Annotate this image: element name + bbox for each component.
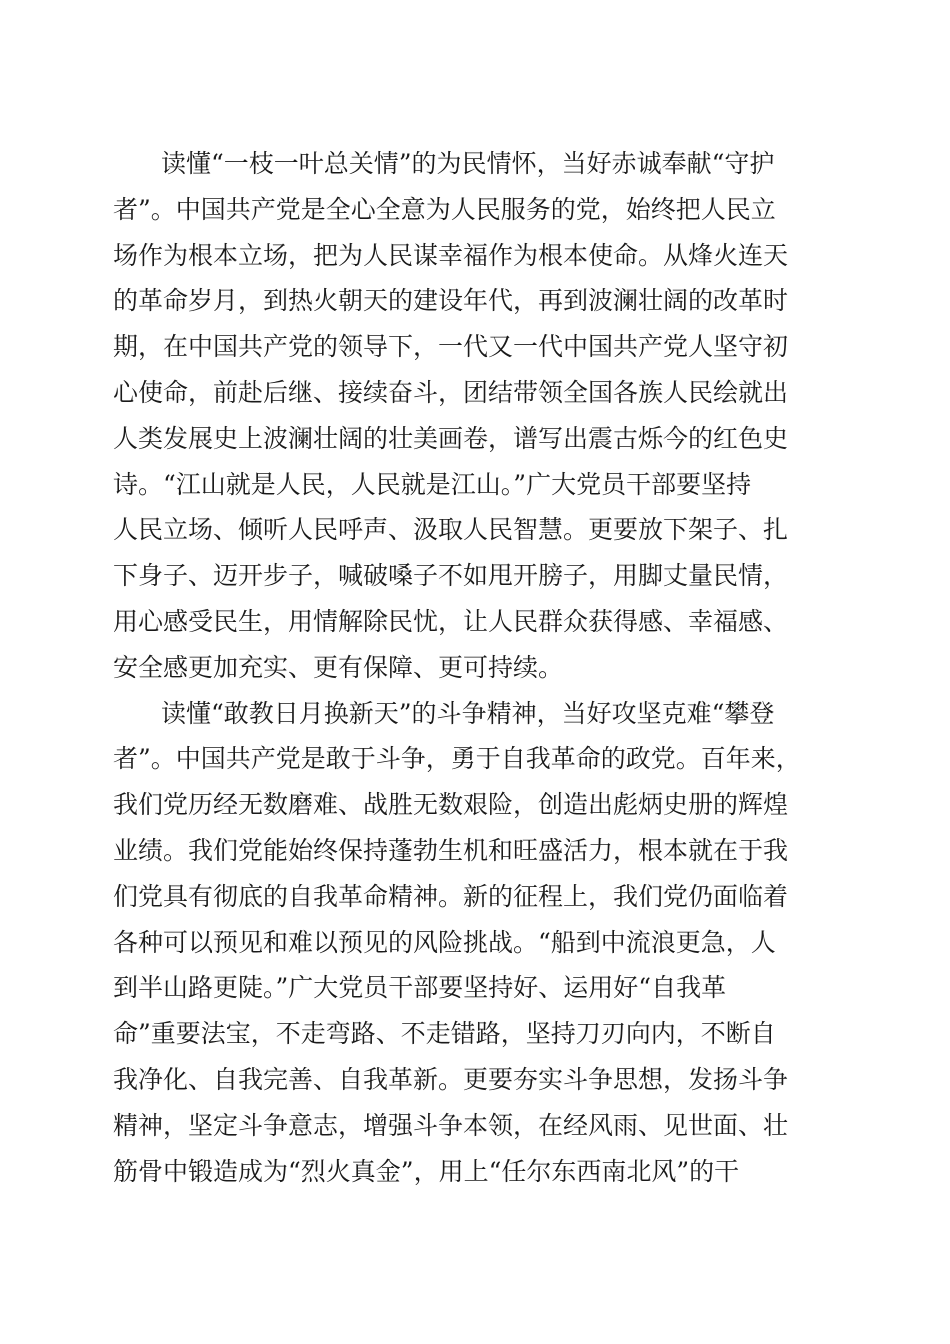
paragraph-line: 诗。“江山就是人民，人民就是江山。”广大党员干部要坚持	[113, 469, 752, 499]
paragraph-line: 者”。中国共产党是敢于斗争，勇于自我革命的政党。百年来，	[113, 744, 801, 774]
paragraph-line: 业绩。我们党能始终保持蓬勃生机和旺盛活力，根本就在于我	[113, 835, 789, 865]
paragraph-2	[113, 691, 838, 1195]
paragraph-line: 人民立场、倾听人民呼声、汲取人民智慧。更要放下架子、扎	[113, 515, 789, 545]
paragraph-line: 安全感更加充实、更有保障、更可持续。	[113, 652, 564, 682]
paragraph-line: 人类发展史上波澜壮阔的壮美画卷，谱写出震古烁今的红色史	[113, 423, 789, 453]
paragraph-line: 用心感受民生，用情解除民忧，让人民群众获得感、幸福感、	[113, 606, 789, 636]
paragraph-line: 我们党历经无数磨难、战胜无数艰险，创造出彪炳史册的辉煌	[113, 790, 789, 820]
paragraph-line: 命”重要法宝，不走弯路、不走错路，坚持刀刃向内，不断自	[113, 1019, 776, 1049]
paragraph-line: 期，在中国共产党的领导下，一代又一代中国共产党人坚守初	[113, 332, 789, 362]
document-body	[113, 141, 838, 1194]
paragraph-line: 精神，坚定斗争意志，增强斗争本领，在经风雨、见世面、壮	[113, 1110, 789, 1140]
paragraph-line: 读懂“敢教日月换新天”的斗争精神，当好攻坚克难“攀登	[161, 698, 775, 728]
paragraph-line: 的革命岁月，到热火朝天的建设年代，再到波澜壮阔的改革时	[113, 286, 789, 316]
paragraph-line: 下身子、迈开步子，喊破嗓子不如甩开膀子，用脚丈量民情，	[113, 561, 789, 591]
paragraph-line: 心使命，前赴后继、接续奋斗，团结带领全国各族人民绘就出	[113, 377, 789, 407]
paragraph-line: 读懂“一枝一叶总关情”的为民情怀，当好赤诚奉献“守护	[161, 149, 775, 178]
paragraph-line: 我净化、自我完善、自我革新。更要夯实斗争思想，发扬斗争	[113, 1064, 789, 1094]
paragraph-line: 场作为根本立场，把为人民谋幸福作为根本使命。从烽火连天	[113, 240, 789, 270]
paragraph-line: 者”。中国共产党是全心全意为人民服务的党，始终把人民立	[113, 194, 776, 224]
paragraph-line: 筋骨中锻造成为“烈火真金”，用上“任尔东西南北风”的干	[113, 1156, 740, 1186]
paragraph-line: 各种可以预见和难以预见的风险挑战。“船到中流浪更急，人	[113, 927, 776, 957]
paragraph-1	[113, 141, 838, 691]
paragraph-line: 到半山路更陡。”广大党员干部要坚持好、运用好“自我革	[113, 973, 727, 1003]
paragraph-line: 们党具有彻底的自我革命精神。新的征程上，我们党仍面临着	[113, 881, 789, 911]
